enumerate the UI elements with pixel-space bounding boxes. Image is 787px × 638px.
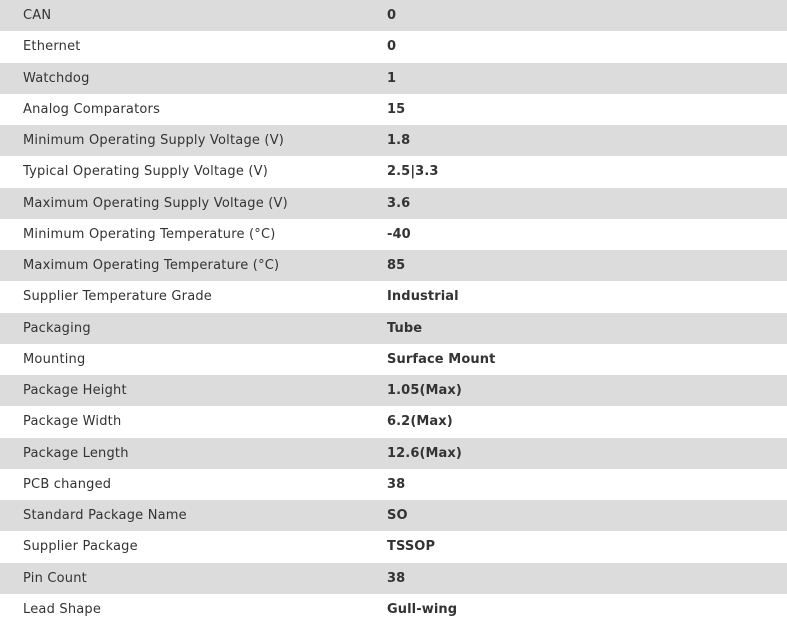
table-row (0, 500, 787, 531)
table-row (0, 125, 787, 156)
spec-value: Gull-wing (387, 601, 458, 617)
table-row (0, 0, 787, 31)
table-row (0, 344, 787, 375)
spec-label: Packaging (23, 320, 91, 336)
spec-value: 38 (387, 476, 406, 492)
table-row (0, 406, 787, 437)
table-row (0, 375, 787, 406)
table-row (0, 94, 787, 125)
spec-label: Package Height (23, 383, 127, 399)
table-row (0, 219, 787, 250)
spec-label: Supplier Temperature Grade (23, 289, 213, 305)
table-row (0, 281, 787, 312)
table-row (0, 156, 787, 187)
table-row (0, 469, 787, 500)
spec-value: Surface Mount (387, 351, 496, 367)
spec-value: 2.5|3.3 (387, 164, 439, 180)
spec-label: Analog Comparators (23, 101, 161, 117)
spec-label: Pin Count (23, 570, 87, 586)
spec-value: Industrial (387, 289, 459, 305)
spec-label: Package Width (23, 414, 122, 430)
spec-label: Mounting (23, 351, 86, 367)
spec-label: Maximum Operating Supply Voltage (V) (23, 195, 288, 211)
table-row (0, 438, 787, 469)
spec-label: Minimum Operating Supply Voltage (V) (23, 133, 285, 149)
table-row (0, 188, 787, 219)
table-row (0, 250, 787, 281)
spec-value: 0 (387, 8, 397, 24)
table-row (0, 594, 787, 625)
spec-label: Standard Package Name (23, 508, 187, 524)
spec-value: 1 (387, 70, 397, 86)
table-row (0, 63, 787, 94)
spec-value: 15 (387, 101, 406, 117)
table-row (0, 313, 787, 344)
spec-label: Supplier Package (23, 539, 138, 555)
spec-value: -40 (387, 226, 411, 242)
spec-value: SO (387, 508, 408, 524)
table-row (0, 531, 787, 562)
spec-label: CAN (23, 8, 52, 24)
spec-value: 3.6 (387, 195, 411, 211)
spec-label: Typical Operating Supply Voltage (V) (23, 164, 269, 180)
spec-value: Tube (387, 320, 423, 336)
spec-value: 1.05(Max) (387, 383, 462, 399)
spec-value: 38 (387, 570, 406, 586)
spec-label: Minimum Operating Temperature (°C) (23, 226, 276, 242)
spec-value: 12.6(Max) (387, 445, 462, 461)
spec-label: Package Length (23, 445, 129, 461)
spec-label: Ethernet (23, 39, 81, 55)
table-row (0, 563, 787, 594)
spec-value: 1.8 (387, 133, 411, 149)
spec-label: Lead Shape (23, 601, 102, 617)
spec-value: TSSOP (387, 539, 436, 555)
spec-label: PCB changed (23, 476, 112, 492)
spec-value: 0 (387, 39, 397, 55)
table-row (0, 31, 787, 62)
spec-label: Watchdog (23, 70, 90, 86)
spec-value: 85 (387, 258, 406, 274)
spec-label: Maximum Operating Temperature (°C) (23, 258, 280, 274)
spec-value: 6.2(Max) (387, 414, 453, 430)
